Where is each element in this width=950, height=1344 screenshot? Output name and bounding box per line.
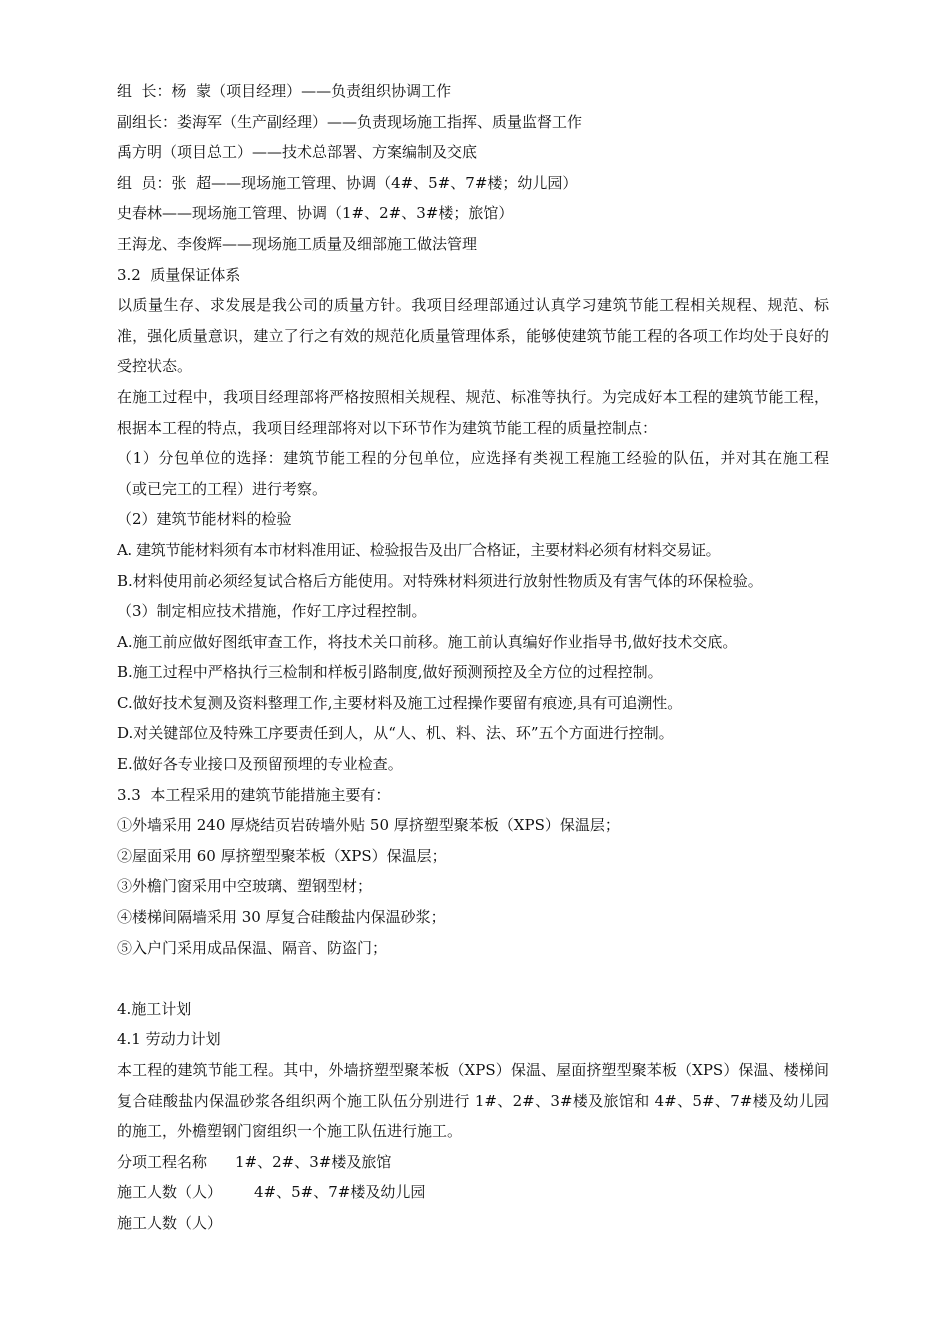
labor-row-1 [117, 1147, 829, 1178]
labor-row-2-label: 施工人数（人） [117, 1183, 223, 1202]
labor-row-2-value: 4#、5#、7#楼及幼儿园 [254, 1183, 426, 1202]
control-point-3-d: D.对关键部位及特殊工序要责任到人，从“人、机、料、法、环”五个方面进行控制。 [117, 724, 674, 743]
control-point-3-e: E.做好各专业接口及预留预埋的专业检查。 [117, 755, 403, 774]
team-line-deputy: 副组长：娄海军（生产副经理）——负责现场施工指挥、质量监督工作 [117, 112, 583, 131]
team-line-member-3: 王海龙、李俊辉——现场施工质量及细部施工做法管理 [117, 234, 478, 253]
section-4-heading: 4.施工计划 [117, 999, 192, 1018]
section-3-3-heading: 3.3 本工程采用的建筑节能措施主要有： [117, 785, 391, 804]
measure-item-1: ①外墙采用 240 厚烧结页岩砖墙外贴 50 厚挤塑型聚苯板（XPS）保温层； [117, 816, 620, 835]
control-point-3-a: A.施工前应做好图纸审查工作，将技术关口前移。施工前认真编好作业指导书,做好技术交底。 [117, 632, 738, 651]
labor-row-3 [117, 1208, 829, 1239]
control-point-2-a: A. 建筑节能材料须有本市材料准用证、检验报告及出厂合格证，主要材料必须有材料交易证。 [117, 540, 721, 559]
team-line-member-2: 史春林——现场施工管理、协调（1#、2#、3#楼；旅馆） [117, 204, 514, 223]
section-3-2-heading: 3.2 质量保证体系 [117, 265, 241, 284]
measure-item-3: ③外檐门窗采用中空玻璃、塑钢型材； [117, 877, 373, 896]
control-point-3-b: B.施工过程中严格执行三检制和样板引路制度,做好预测预控及全方位的过程控制。 [117, 663, 663, 682]
control-point-2-b: B.材料使用前必须经复试合格后方能使用。对特殊材料须进行放射性物质及有害气体的环保检验。 [117, 571, 763, 590]
team-line-chief-engineer: 禹方明（项目总工）——技术总部署、方案编制及交底 [117, 143, 478, 162]
labor-row-3-label: 施工人数（人） [117, 1213, 223, 1232]
control-point-3-c: C.做好技术复测及资料整理工作,主要材料及施工过程操作要留有痕迹,具有可追溯性。 [117, 693, 683, 712]
section-3-2-para-2: 在施工过程中，我项目经理部将严格按照相关规程、规范、标准等执行。为完成好本工程的建筑节能工程，根据本工程的特点，我项目经理部将对以下环节作为建筑节能工程的质量控制点： [117, 387, 829, 437]
labor-row-2 [117, 1177, 829, 1208]
measure-item-5: ⑤入户门采用成品保温、隔音、防盗门； [117, 938, 388, 957]
section-4-1-heading: 4.1 劳动力计划 [117, 1030, 221, 1049]
team-list [117, 76, 829, 260]
control-point-3: （3）制定相应技术措施，作好工序过程控制。 [117, 602, 427, 621]
section-3-2-para-1: 以质量生存、求发展是我公司的质量方针。我项目经理部通过认真学习建筑节能工程相关规程、规范、标准，强化质量意识，建立了行之有效的规范化质量管理体系，能够使建筑节能工程的各项工作均处于良好的受控状态。 [117, 296, 829, 376]
blank-line [117, 963, 829, 994]
document-page [117, 76, 829, 1239]
control-point-1: （1）分包单位的选择：建筑节能工程的分包单位，应选择有类视工程施工经验的队伍，并对其在施工程（或已完工的工程）进行考察。 [117, 449, 829, 498]
measure-item-2: ②屋面采用 60 厚挤塑型聚苯板（XPS）保温层； [117, 846, 447, 865]
labor-row-1-label: 分项工程名称 [117, 1152, 208, 1171]
team-line-member-1: 组 员：张 超——现场施工管理、协调（4#、5#、7#楼；幼儿园） [117, 173, 578, 192]
section-4-1-para: 本工程的建筑节能工程。其中，外墙挤塑型聚苯板（XPS）保温、屋面挤塑型聚苯板（XPS）保温、楼梯间复合硅酸盐内保温砂浆各组织两个施工队伍分别进行 1#、2#、3#楼及旅馆和 4#、5#、7#楼及幼儿园的施工，外檐塑钢门窗组织一个施工队伍进行施工。 [117, 1061, 829, 1141]
team-line-leader: 组 长：杨 蒙（项目经理）——负责组织协调工作 [117, 82, 452, 100]
measure-item-4: ④楼梯间隔墙采用 30 厚复合硅酸盐内保温砂浆； [117, 908, 446, 927]
labor-row-1-value: 1#、2#、3#楼及旅馆 [235, 1152, 392, 1171]
control-point-2: （2）建筑节能材料的检验 [117, 510, 292, 529]
